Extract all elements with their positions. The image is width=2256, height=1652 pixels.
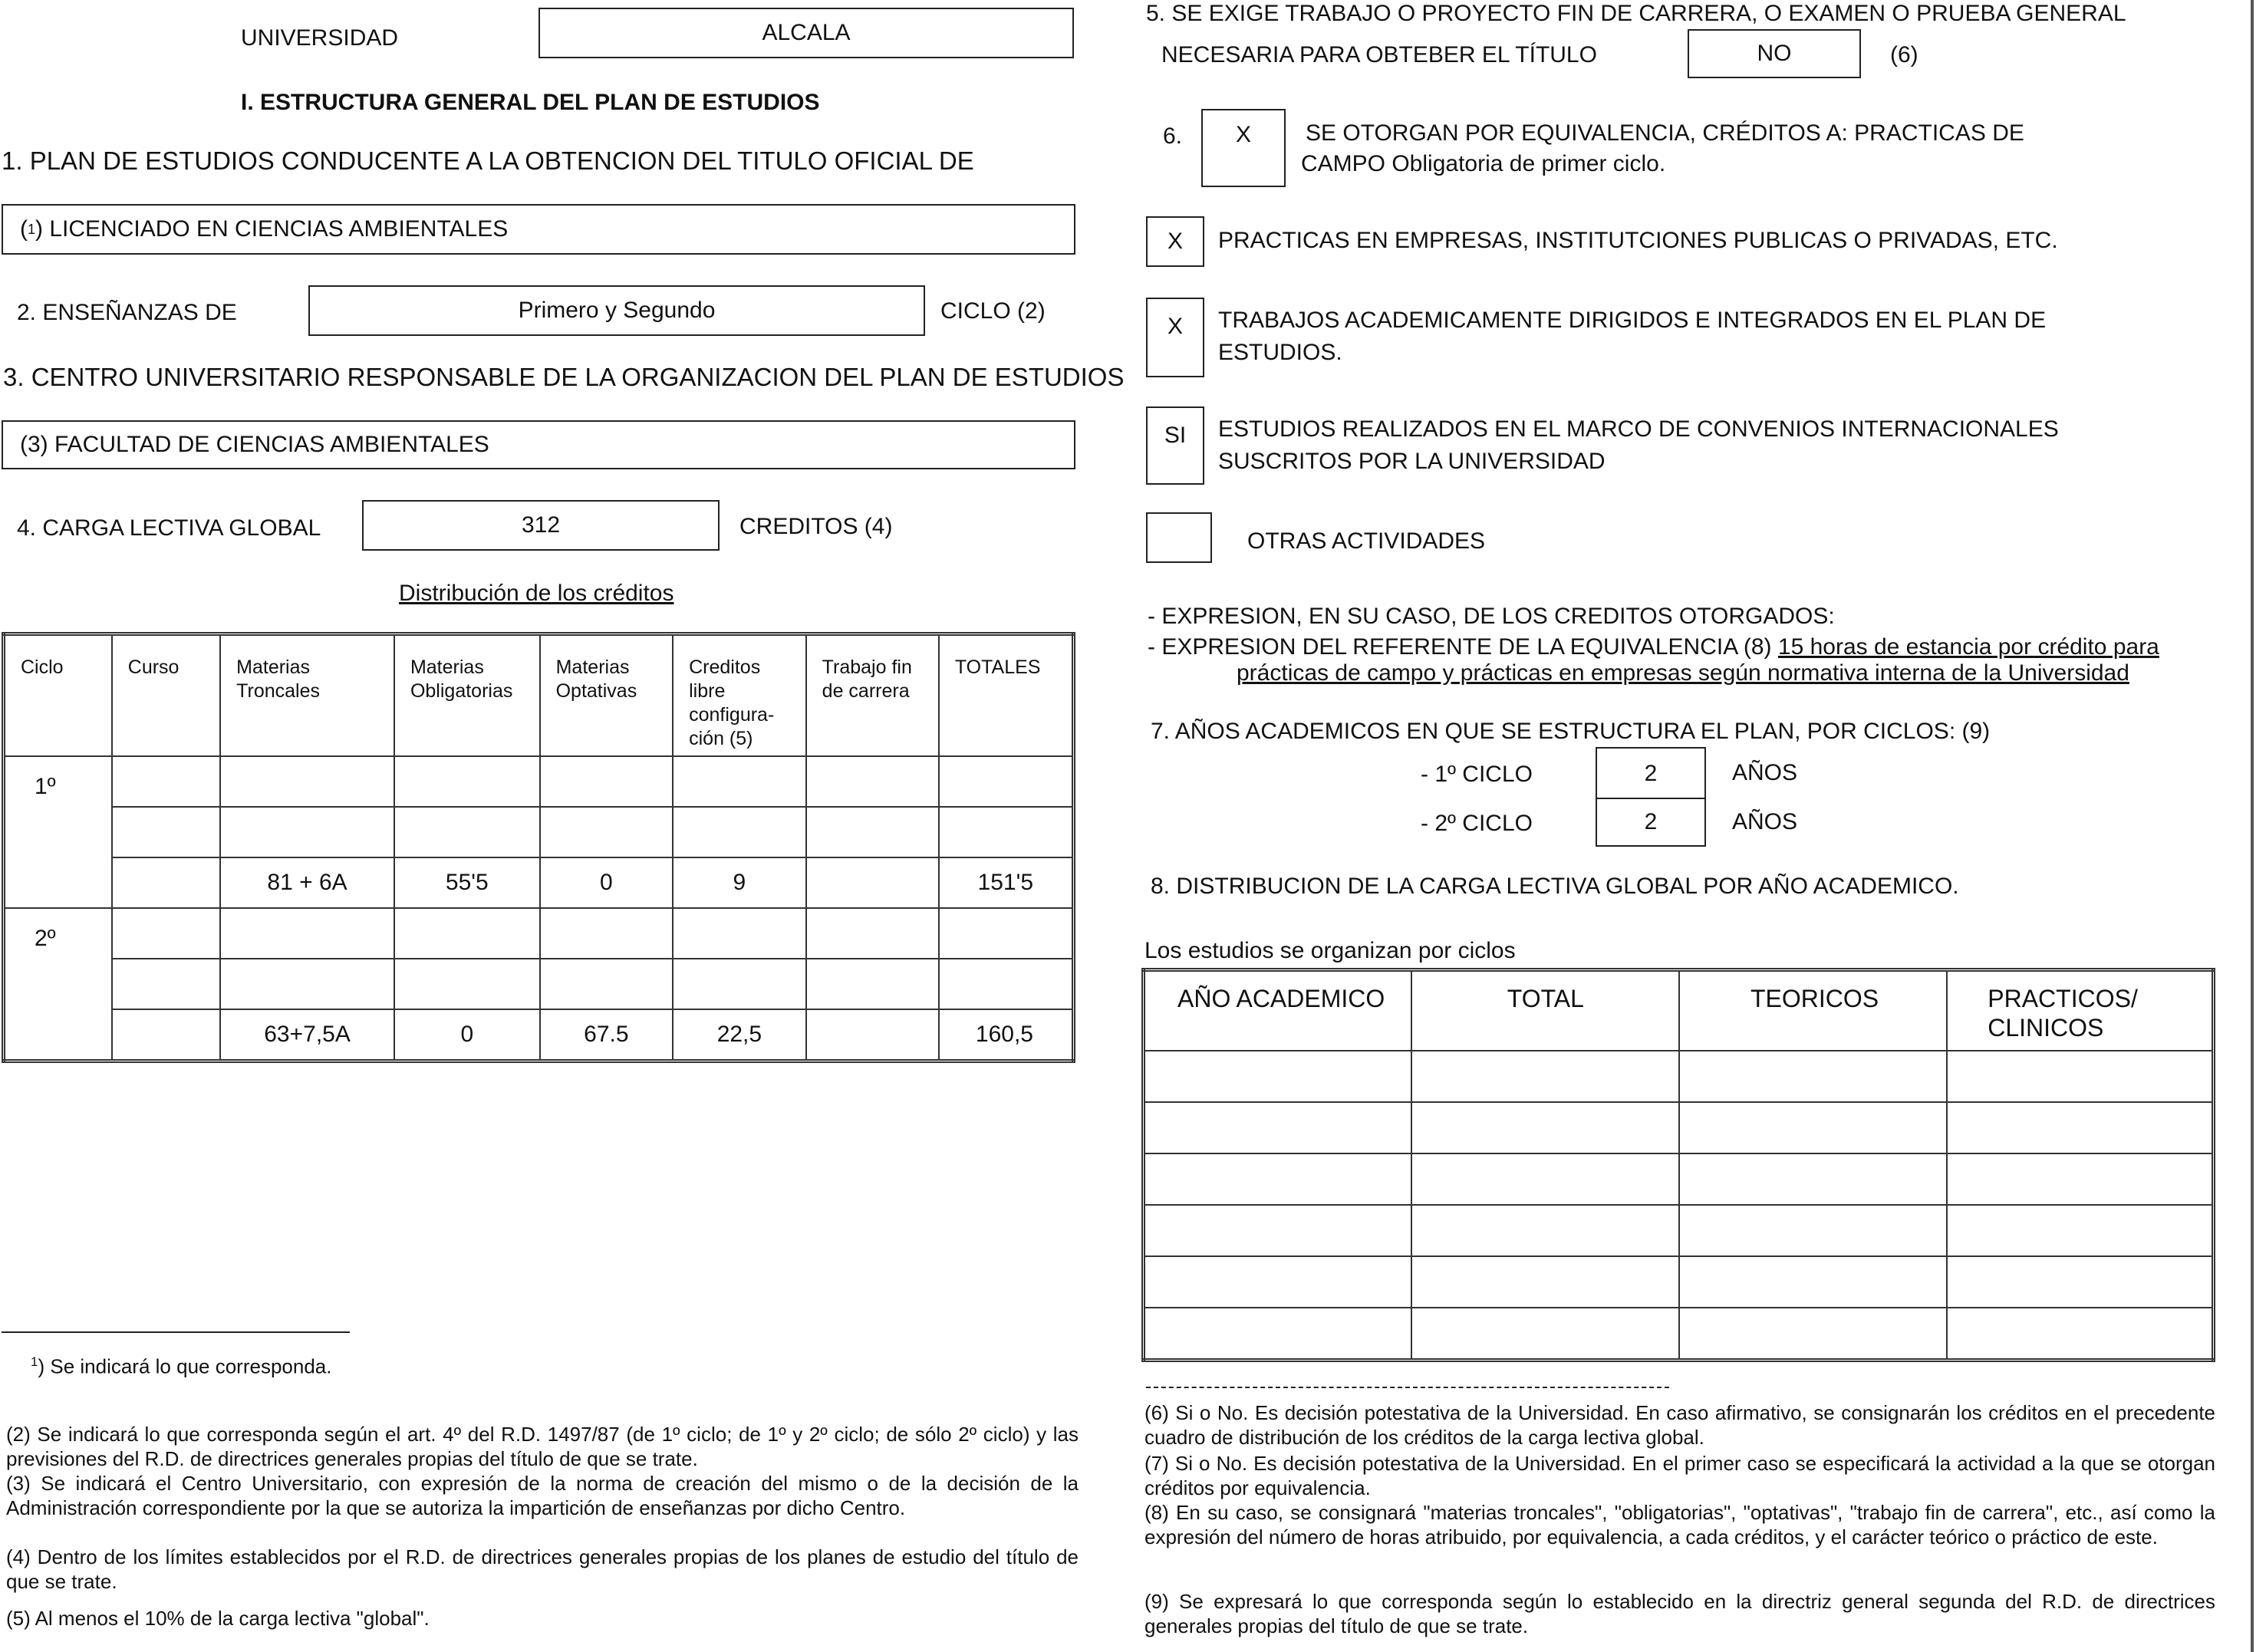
option-1-mark: X [1167,229,1183,254]
c2-troncales: 63+7,5A [220,1009,394,1061]
col-header-practicos: PRACTICOS/ CLINICOS [1947,970,2213,1051]
item2-field [308,285,925,336]
item7-row1-label: - 1º CICLO [1421,762,1533,787]
table-row [4,1009,1074,1061]
item7-row2-field [1596,798,1706,847]
col-header-trabajo: Trabajo fin de carrera [806,634,939,757]
c1-totales: 151'5 [939,857,1074,908]
item1-title-sup: 1 [28,222,36,237]
footnote-divider [2,1331,350,1333]
option-1-text: PRACTICAS EN EMPRESAS, INSTITUTCIONES PUBLICAS O PRIVADAS, ETC. [1218,228,2058,253]
item7-row2-label: - 2º CICLO [1421,811,1533,836]
item7-row2-value: 2 [1644,809,1658,834]
c2-optativas: 67.5 [540,1009,674,1061]
ciclo-1-cell: 1º [4,756,112,908]
table-row [4,807,1074,857]
c1-trabajo [806,857,939,908]
footnote-divider-right [1146,1387,1669,1388]
footnote-8: (8) En su caso, se consignará "materias troncales", "obligatorias", "optativas", "trabajo fin de carrera", etc., así como la expresión del número de horas atribuido, por equivalencia, a cada créditos, y el carácter teórico o práctico de este. [1144,1501,2215,1548]
item8-subtitle: Los estudios se organizan por ciclos [1144,938,1516,963]
item6-number: 6. [1163,123,1183,149]
col-header-totales: TOTALES [939,634,1074,757]
option-2-line1: TRABAJOS ACADEMICAMENTE DIRIGIDOS E INTEGRADOS EN EL PLAN DE [1218,308,2047,333]
table-row [4,857,1074,908]
footnote-5: (5) Al menos el 10% de la carga lectiva "global". [6,1607,430,1630]
table-row [1144,1205,2214,1256]
item4-field [362,500,720,551]
item4-value: 312 [521,512,561,538]
item7-row1-value: 2 [1644,761,1658,786]
option-3-mark: SI [1164,423,1187,448]
col-header-obligatorias: Materias Obligatorias [394,634,540,757]
table-row [1144,1308,2214,1361]
table-row [4,908,1074,959]
item6-text2: CAMPO Obligatoria de primer ciclo. [1301,151,1666,176]
footnote-9: (9) Se expresará lo que corresponda según lo establecido en la directriz general segunda del R.D. de directrices generales propias del título de que se trate. [1144,1590,2215,1637]
option-1-checkbox [1146,216,1204,267]
option-4-text: OTRAS ACTIVIDADES [1247,528,1486,554]
table-row [1144,1051,2214,1102]
year-table [1141,968,2215,1362]
footnote-1: $^1$) Se indicará lo que corresponda. [31,1354,332,1378]
item2-label: 2. ENSEÑANZAS DE [17,300,237,325]
item5-line1: 5. SE EXIGE TRABAJO O PROYECTO FIN DE CARRERA, O EXAMEN O PRUEBA GENERAL [1146,1,2126,26]
col-header-total: TOTAL [1411,970,1679,1051]
col-header-curso: Curso [112,634,220,757]
footnote-6: (6) Si o No. Es decisión potestativa de la Universidad. En caso afirmativo, se consignarán los créditos en el precedente cuadro de distribución de los créditos de la carga lectiva global. [1144,1401,2215,1449]
option-4-checkbox [1146,512,1212,563]
universidad-value: ALCALA [762,20,851,45]
item5-note: (6) [1890,42,1918,67]
footnote-3: (3) Se indicará el Centro Universitario, con expresión de la norma de creación del mismo o de la decisión de la Administración correspondiente por la que se autoriza la impartición de enseñanzas por dicho Centro. [6,1472,1079,1519]
table-row [1144,1102,2214,1153]
credits-table-header-row [4,634,1074,757]
item6-text: SE OTORGAN POR EQUIVALENCIA, CRÉDITOS A: PRACTICAS DE [1306,120,2024,146]
distribution-title: Distribución de los créditos [399,581,674,606]
option-2-checkbox [1146,298,1204,377]
c1-obligatorias: 55'5 [394,857,540,908]
table-row [1144,1256,2214,1308]
col-header-libre: Creditos libre configura-ción (5) [673,634,806,757]
col-header-troncales: Materias Troncales [220,634,394,757]
item5-line2: NECESARIA PARA OBTEBER EL TÍTULO [1161,42,1597,67]
item5-value: NO [1757,41,1792,66]
col-header-ciclo: Ciclo [4,634,112,757]
credits-table [2,632,1075,1063]
item3-heading: 3. CENTRO UNIVERSITARIO RESPONSABLE DE LA ORGANIZACION DEL PLAN DE ESTUDIOS [3,363,1125,391]
item4-label: 4. CARGA LECTIVA GLOBAL [17,515,321,541]
table-row [4,756,1074,807]
item7-row2-unit: AÑOS [1732,809,1798,834]
item8-heading: 8. DISTRIBUCION DE LA CARGA LECTIVA GLOBAL POR AÑO ACADEMICO. [1151,874,1959,899]
option-2-line2: ESTUDIOS. [1218,340,1342,365]
universidad-field [538,8,1074,58]
c2-trabajo [806,1009,939,1061]
expr2-label: - EXPRESION DEL REFERENTE DE LA EQUIVALENCIA (8) [1148,634,1772,660]
c1-libre: 9 [673,857,806,908]
option-3-checkbox [1146,406,1204,485]
col-header-teoricos: TEORICOS [1679,970,1947,1051]
item6-mark: X [1235,122,1251,147]
item1-title-field [2,204,1075,255]
item1-title-prefix: ( [20,216,28,242]
c2-libre: 22,5 [673,1009,806,1061]
item4-suffix: CREDITOS (4) [739,514,893,539]
item7-heading: 7. AÑOS ACADEMICOS EN QUE SE ESTRUCTURA EL PLAN, POR CICLOS: (9) [1151,719,1991,744]
item2-value: Primero y Segundo [518,298,716,323]
table-row [4,959,1074,1009]
footnote-4: (4) Dentro de los límites establecidos por el R.D. de directrices generales propias de los planes de estudio del título de que se trate. [6,1545,1079,1593]
option-2-mark: X [1167,314,1183,339]
item1-title-value: ) LICENCIADO EN CIENCIAS AMBIENTALES [35,216,509,242]
ciclo-2-cell: 2º [4,908,112,1061]
col-header-optativas: Materias Optativas [540,634,674,757]
section-title: I. ESTRUCTURA GENERAL DEL PLAN DE ESTUDIOS [241,90,820,115]
item7-row1-unit: AÑOS [1732,760,1798,785]
item6-checkbox [1201,109,1286,187]
col-header-ano: AÑO ACADEMICO [1144,970,1411,1051]
c2-totales: 160,5 [939,1009,1074,1061]
option-3-line2: SUSCRITOS POR LA UNIVERSIDAD [1218,449,1606,474]
year-table-header-row [1144,970,2214,1051]
universidad-label: UNIVERSIDAD [241,25,399,51]
c2-obligatorias: 0 [394,1009,540,1061]
expr2-value-a: 15 horas de estancia por crédito para [1777,634,2159,660]
item2-suffix: CICLO (2) [940,298,1046,324]
table-row [1144,1153,2214,1205]
item3-value: (3) FACULTAD DE CIENCIAS AMBIENTALES [20,432,489,457]
item1-heading: 1. PLAN DE ESTUDIOS CONDUCENTE A LA OBTENCION DEL TITULO OFICIAL DE [2,146,974,175]
c1-troncales: 81 + 6A [220,857,394,908]
c1-optativas: 0 [540,857,674,908]
item5-field [1688,29,1861,78]
page-edge [2251,0,2254,1652]
expr2-line1 [1148,633,2159,661]
footnote-2: (2) Se indicará lo que corresponda según el art. 4º del R.D. 1497/87 (de 1º ciclo; de 1º y 2º ciclo; de sólo 2º ciclo) y las previsiones del R.D. de directrices generales propias del título de que se trate. [6,1423,1079,1470]
expr2-value-b: prácticas de campo y prácticas en empresas según normativa interna de la Universidad [1237,660,2129,686]
item7-row1-field [1596,747,1706,799]
option-3-line1: ESTUDIOS REALIZADOS EN EL MARCO DE CONVENIOS INTERNACIONALES [1218,416,2059,442]
expr1: - EXPRESION, EN SU CASO, DE LOS CREDITOS OTORGADOS: [1148,604,1835,629]
item3-field [2,420,1075,469]
footnote-7: (7) Si o No. Es decisión potestativa de la Universidad. En el primer caso se especificará la actividad a la que se otorgan créditos por equivalencia. [1144,1452,2215,1499]
